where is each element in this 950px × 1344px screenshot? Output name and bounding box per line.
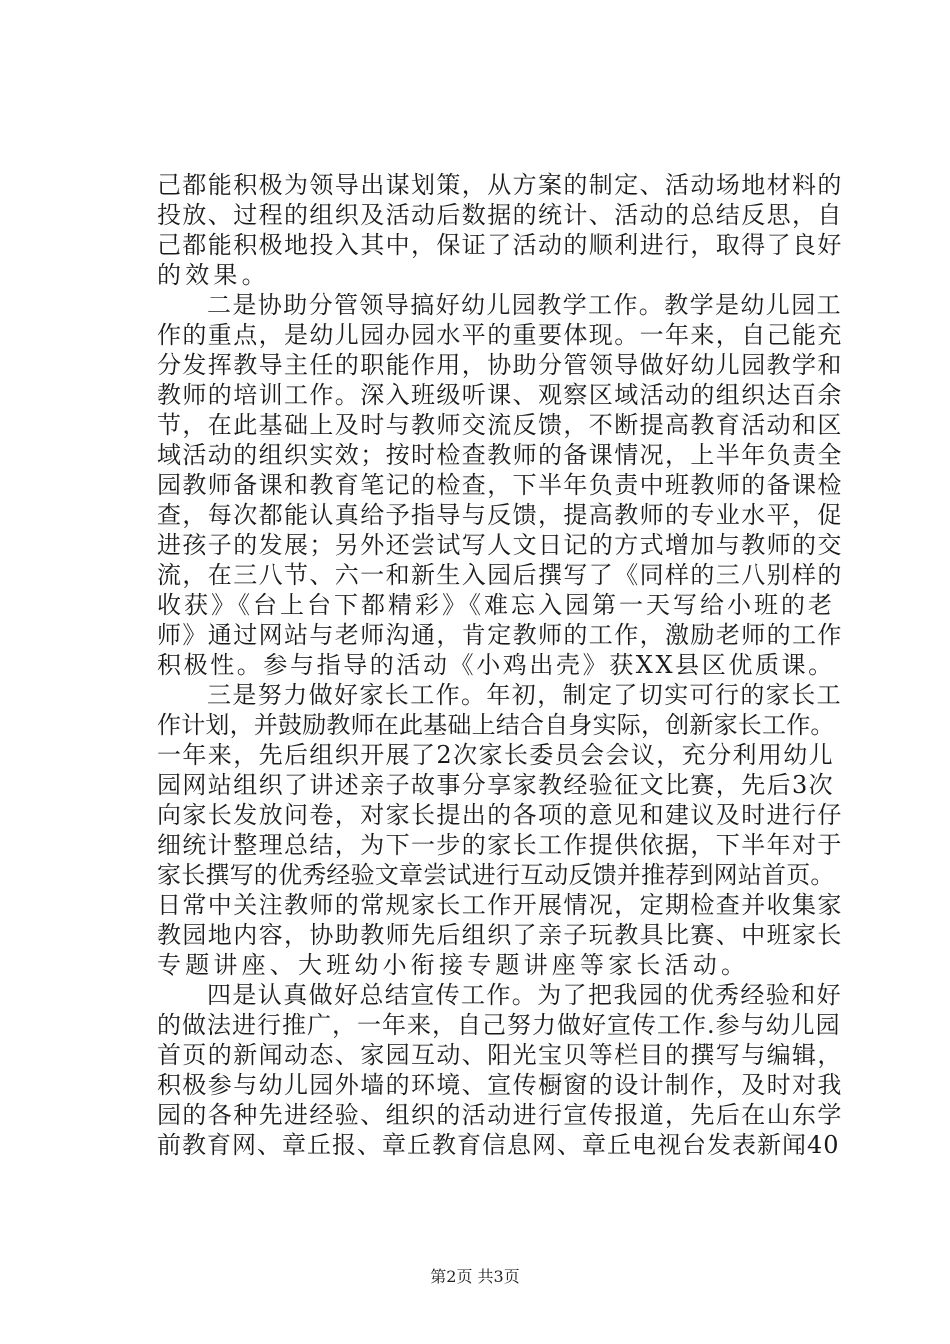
text-line: 家长撰写的优秀经验文章尝试进行互动反馈并推荐到网站首页。 <box>157 861 835 889</box>
document-body <box>157 170 842 1160</box>
text-line: 园教师备课和教育笔记的检查，下半年负责中班教师的备课检 <box>157 471 843 499</box>
text-line: 积极参与幼儿园外墙的环境、宣传橱窗的设计制作，及时对我 <box>157 1071 843 1099</box>
text-line: 的效果。 <box>157 261 270 289</box>
text-line: 积极性。参与指导的活动《小鸡出壳》获XX县区优质课。 <box>157 651 835 679</box>
text-line: 一年来，先后组织开展了2次家长委员会会议，充分利用幼儿 <box>157 741 835 769</box>
text-line: 园网站组织了讲述亲子故事分享家教经验征文比赛，先后3次 <box>157 771 835 799</box>
text-line: 流，在三八节、六一和新生入园后撰写了《同样的三八别样的 <box>157 561 843 589</box>
page-footer: 第2页 共3页 <box>430 1267 520 1286</box>
text-line: 师》通过网站与老师沟通，肯定教师的工作，激励老师的工作 <box>157 621 843 649</box>
text-line: 作的重点，是幼儿园办园水平的重要体现。一年来，自己能充 <box>157 321 843 349</box>
text-line: 教园地内容，协助教师先后组织了亲子玩教具比赛、中班家长 <box>157 921 843 949</box>
text-line: 收获》《台上台下都精彩》《难忘入园第一天写给小班的老 <box>157 591 835 619</box>
text-line: 作计划，并鼓励教师在此基础上结合自身实际，创新家长工作。 <box>157 711 835 739</box>
paragraph-first-line: 二是协助分管领导搞好幼儿园教学工作。教学是幼儿园工 <box>207 291 842 319</box>
text-line: 教师的培训工作。深入班级听课、观察区域活动的组织达百余 <box>157 381 843 409</box>
text-line: 专题讲座、大班幼小衔接专题讲座等家长活动。 <box>157 951 750 979</box>
text-line: 细统计整理总结，为下一步的家长工作提供依据，下半年对于 <box>157 831 843 859</box>
text-line: 的做法进行推广，一年来，自己努力做好宣传工作.参与幼儿园 <box>157 1011 841 1039</box>
text-line: 节，在此基础上及时与教师交流反馈，不断提高教育活动和区 <box>157 411 843 439</box>
text-line: 己都能积极为领导出谋划策，从方案的制定、活动场地材料的 <box>157 171 843 199</box>
paragraph-first-line: 三是努力做好家长工作。年初，制定了切实可行的家长工 <box>207 681 842 709</box>
text-line: 进孩子的发展；另外还尝试写人文日记的方式增加与教师的交 <box>157 531 843 559</box>
paragraph-first-line: 四是认真做好总结宣传工作。为了把我园的优秀经验和好 <box>207 981 842 1009</box>
text-line: 日常中关注教师的常规家长工作开展情况，定期检查并收集家 <box>157 891 843 919</box>
text-line: 查，每次都能认真给予指导与反馈，提高教师的专业水平，促 <box>157 501 843 529</box>
text-line: 己都能积极地投入其中，保证了活动的顺利进行，取得了良好 <box>157 231 843 259</box>
text-line: 向家长发放问卷，对家长提出的各项的意见和建议及时进行仔 <box>157 801 843 829</box>
text-line: 首页的新闻动态、家园互动、阳光宝贝等栏目的撰写与编辑， <box>157 1041 843 1069</box>
text-line: 分发挥教导主任的职能作用，协助分管领导做好幼儿园教学和 <box>157 351 843 379</box>
text-line: 投放、过程的组织及活动后数据的统计、活动的总结反思，自 <box>157 201 843 229</box>
text-line: 前教育网、章丘报、章丘教育信息网、章丘电视台发表新闻40 <box>157 1131 840 1159</box>
text-line: 园的各种先进经验、组织的活动进行宣传报道，先后在山东学 <box>157 1101 843 1129</box>
text-line: 域活动的组织实效；按时检查教师的备课情况，上半年负责全 <box>157 441 843 469</box>
